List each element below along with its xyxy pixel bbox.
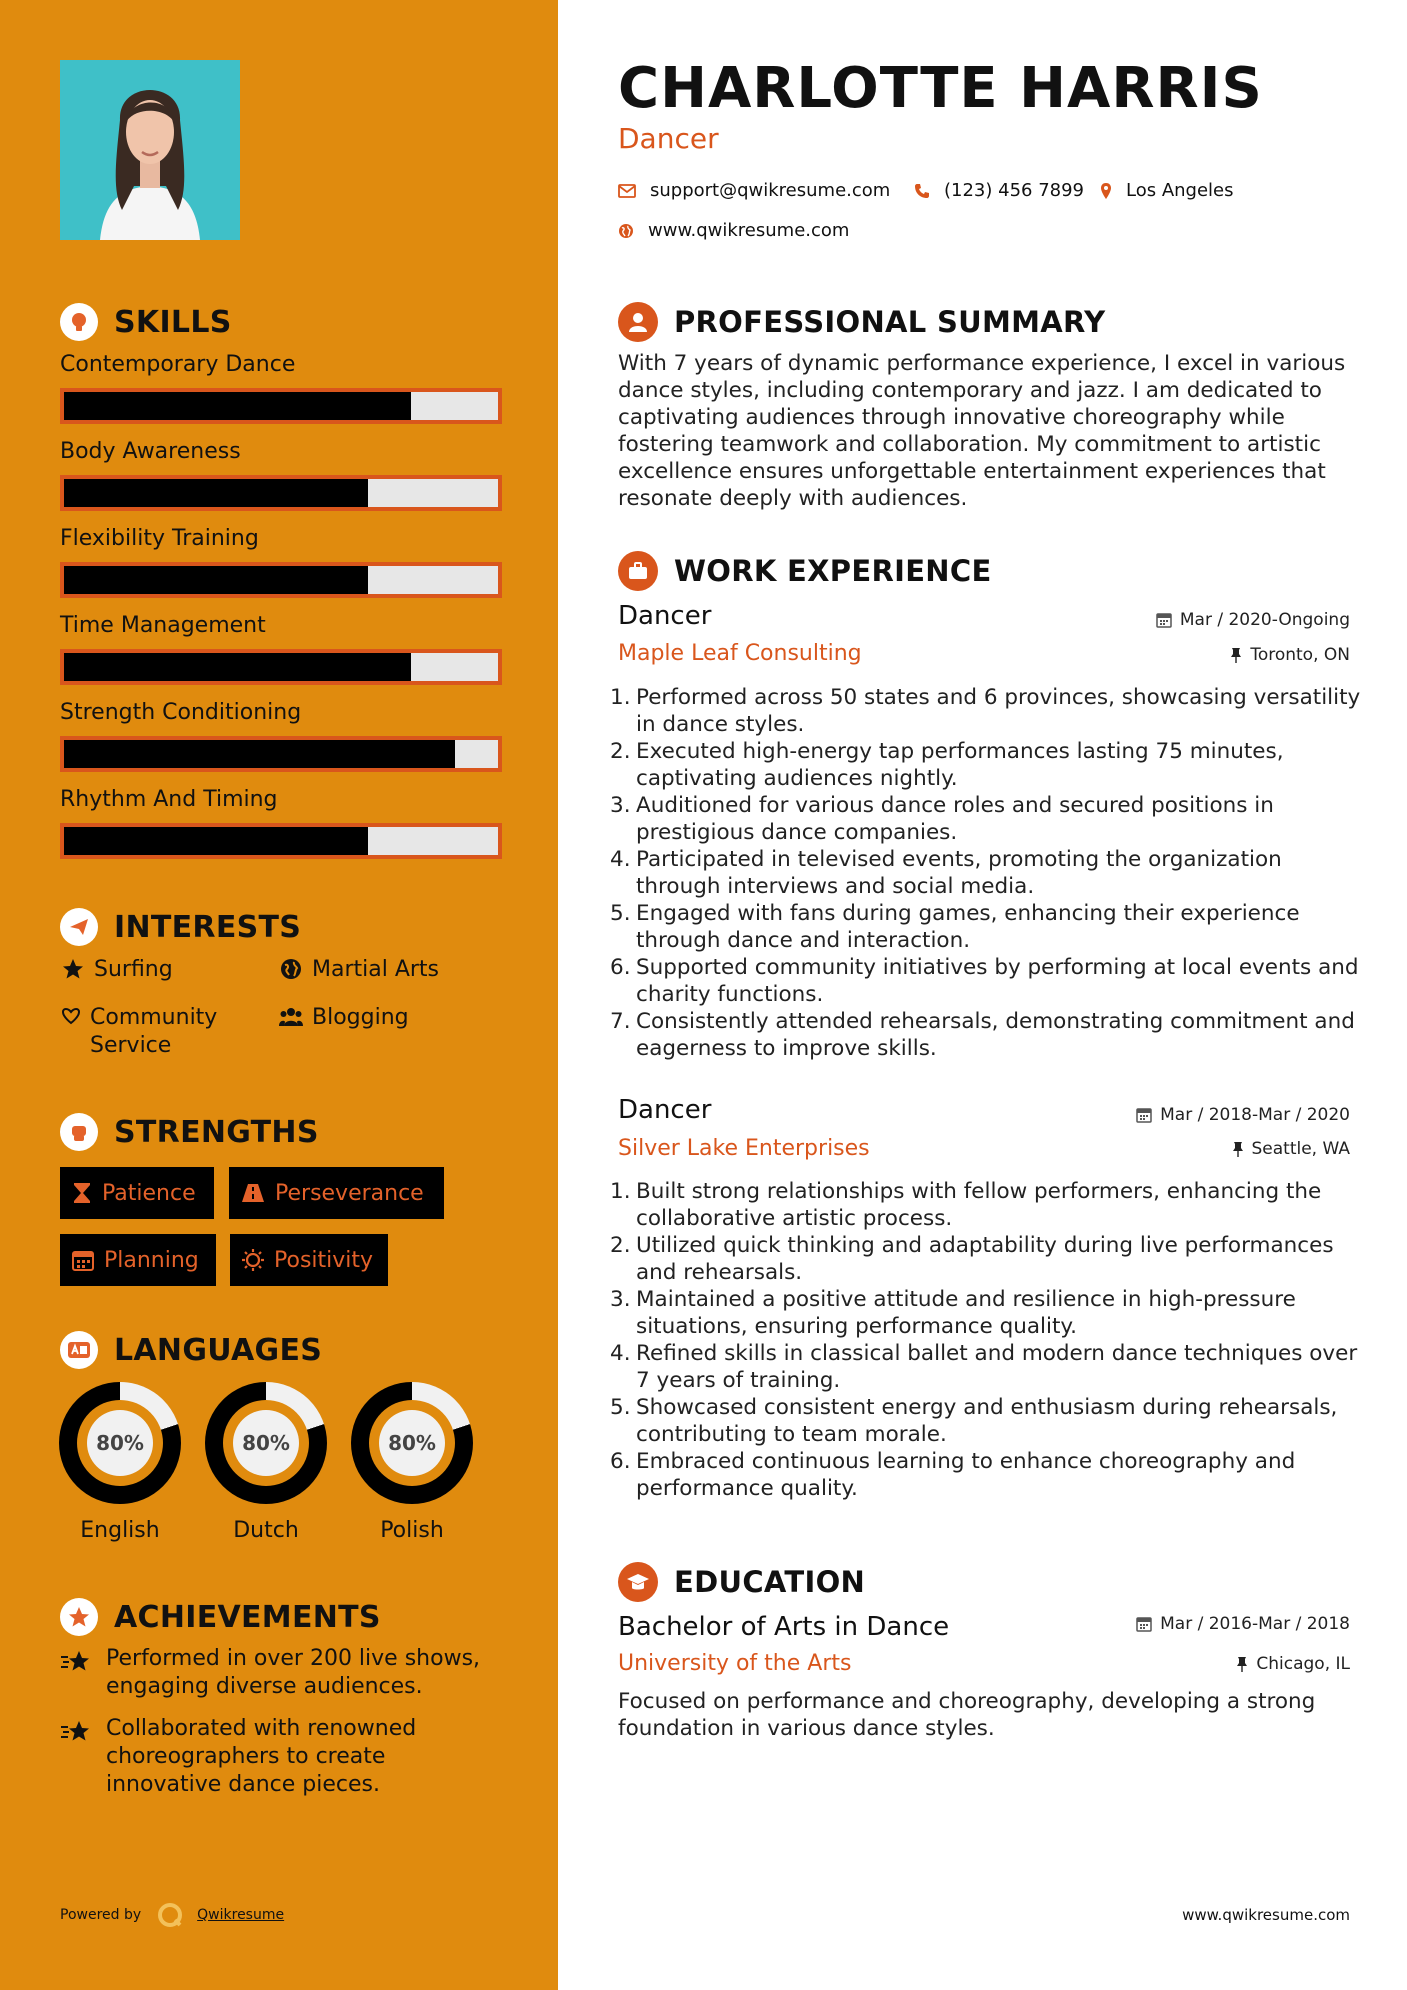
heart-hand-icon — [60, 1004, 82, 1028]
job-duties — [618, 1178, 1368, 1502]
duty-item: Built strong relationships with fellow performers, enhancing the collaborative artistic process. — [636, 1179, 1322, 1231]
shooting-star-icon — [60, 1715, 92, 1747]
achievement-text: Performed in over 200 live shows, engaging diverse audiences. — [106, 1646, 481, 1699]
duty-item: Showcased consistent energy and enthusiasm during rehearsals, contributing to team morale. — [636, 1395, 1338, 1447]
calendar-icon — [72, 1249, 94, 1271]
interest-label: Martial Arts — [312, 957, 440, 982]
language-ring — [205, 1382, 327, 1504]
strength-badge — [60, 1167, 214, 1219]
skill-bar-fill — [64, 392, 411, 420]
duty-item: Embraced continuous learning to enhance choreography and performance quality. — [636, 1449, 1296, 1501]
interest-item — [278, 1004, 409, 1032]
education-location — [1236, 1654, 1350, 1674]
contact-location — [1100, 180, 1234, 201]
education-heading — [618, 1562, 865, 1602]
job-dates — [1156, 610, 1350, 630]
skill-item — [60, 698, 500, 772]
achievement-item — [60, 1715, 500, 1799]
education-location-text: Chicago, IL — [1256, 1654, 1350, 1674]
main-content — [558, 0, 1407, 1990]
powered-by — [60, 1902, 284, 1928]
duty-item: Auditioned for various dance roles and secured positions in prestigious dance companies. — [636, 793, 1274, 845]
skill-name: Strength Conditioning — [60, 700, 302, 725]
briefcase-icon — [618, 551, 658, 591]
duty-item: Engaged with fans during games, enhancing their experience through dance and interaction. — [636, 901, 1300, 953]
duty-item: Maintained a positive attitude and resilience in high-pressure situations, ensuring performance quality. — [636, 1287, 1296, 1339]
skill-bar — [60, 736, 502, 772]
job-company: Maple Leaf Consulting — [618, 641, 862, 666]
calendar-icon — [1156, 612, 1172, 628]
language-name: English — [80, 1518, 160, 1543]
achievements-heading — [60, 1597, 381, 1637]
skill-name: Body Awareness — [60, 439, 241, 464]
education-dates-text: Mar / 2016-Mar / 2018 — [1160, 1614, 1350, 1634]
skill-item — [60, 785, 500, 859]
star-icon — [60, 956, 86, 980]
interest-label: Blogging — [312, 1005, 409, 1030]
skill-bar — [60, 823, 502, 859]
job-company: Silver Lake Enterprises — [618, 1136, 870, 1161]
lightbulb-icon — [60, 303, 98, 341]
phone-text: (123) 456 7899 — [944, 180, 1085, 201]
skill-name: Rhythm And Timing — [60, 787, 278, 812]
interest-label: Surfing — [94, 957, 173, 982]
strength-badge — [230, 1234, 388, 1286]
job-location-text: Seattle, WA — [1251, 1139, 1350, 1159]
skill-bar-fill — [64, 827, 368, 855]
languages-title: LANGUAGES — [114, 1332, 323, 1368]
language-item — [351, 1382, 473, 1543]
strength-label: Positivity — [274, 1247, 374, 1273]
skill-name: Contemporary Dance — [60, 352, 296, 377]
strength-label: Planning — [104, 1247, 199, 1273]
achievement-item — [60, 1645, 500, 1701]
language-percent: 80% — [233, 1410, 299, 1476]
envelope-icon — [618, 184, 636, 198]
summary-title: PROFESSIONAL SUMMARY — [674, 305, 1106, 339]
calendar-icon — [1136, 1107, 1152, 1123]
job-location — [1232, 1139, 1351, 1159]
language-percent: 80% — [87, 1410, 153, 1476]
experience-title: WORK EXPERIENCE — [674, 554, 992, 588]
skill-bar-fill — [64, 566, 368, 594]
skill-item — [60, 611, 500, 685]
skill-bar-fill — [64, 479, 368, 507]
candidate-name: CHARLOTTE HARRIS — [618, 56, 1263, 121]
map-pin-icon — [1100, 182, 1112, 200]
strengths-title: STRENGTHS — [114, 1114, 319, 1150]
language-percent: 80% — [379, 1410, 445, 1476]
job-title: Dancer — [618, 1095, 712, 1125]
calendar-icon — [1136, 1616, 1152, 1632]
contact-phone[interactable] — [914, 180, 1084, 201]
contact-email[interactable] — [618, 180, 890, 201]
language-name: Dutch — [233, 1518, 299, 1543]
interest-item — [60, 956, 173, 984]
experience-heading — [618, 551, 992, 591]
globe-icon — [278, 956, 304, 980]
skill-item — [60, 524, 500, 598]
duty-item: Supported community initiatives by performing at local events and charity functions. — [636, 955, 1359, 1007]
interest-item — [60, 1004, 250, 1060]
language-icon — [60, 1331, 98, 1369]
strength-badge — [60, 1234, 216, 1286]
skill-name: Flexibility Training — [60, 526, 259, 551]
strength-badge — [229, 1167, 444, 1219]
skill-bar — [60, 649, 502, 685]
language-name: Polish — [380, 1518, 444, 1543]
qwikresume-logo-icon — [157, 1902, 183, 1928]
email-text: support@qwikresume.com — [650, 180, 891, 201]
duty-item: Executed high-energy tap performances lasting 75 minutes, captivating audiences nightly. — [636, 739, 1284, 791]
powered-brand-link[interactable]: Qwikresume — [197, 1907, 285, 1923]
duty-item: Utilized quick thinking and adaptability during live performances and rehearsals. — [636, 1233, 1334, 1285]
interest-label: Community Service — [90, 1005, 218, 1058]
strengths-heading — [60, 1112, 319, 1152]
achievement-text: Collaborated with renowned choreographers to create innovative dance pieces. — [106, 1716, 417, 1797]
job-duties — [618, 684, 1368, 1062]
skill-bar — [60, 562, 502, 598]
job-location — [1230, 645, 1350, 665]
language-item — [205, 1382, 327, 1543]
job-title: Dancer — [618, 601, 712, 631]
pushpin-icon — [1230, 647, 1242, 663]
powered-label: Powered by — [60, 1907, 142, 1923]
achievements-title: ACHIEVEMENTS — [114, 1599, 381, 1635]
job-location-text: Toronto, ON — [1250, 645, 1350, 665]
skill-bar-fill — [64, 740, 455, 768]
fist-icon — [60, 1113, 98, 1151]
user-icon — [618, 302, 658, 342]
pushpin-icon — [1236, 1656, 1248, 1672]
education-description: Focused on performance and choreography, developing a strong foundation in various dance styles. — [618, 1689, 1316, 1741]
education-dates — [1136, 1614, 1350, 1634]
education-degree: Bachelor of Arts in Dance — [618, 1612, 950, 1642]
job-dates-text: Mar / 2020-Ongoing — [1179, 610, 1350, 630]
hourglass-icon — [72, 1182, 92, 1204]
language-ring — [59, 1382, 181, 1504]
skill-name: Time Management — [60, 613, 266, 638]
users-icon — [278, 1004, 304, 1028]
skill-bar-fill — [64, 653, 411, 681]
contact-website[interactable] — [618, 220, 849, 241]
skills-title: SKILLS — [114, 304, 232, 340]
language-item — [59, 1382, 181, 1543]
strength-label: Patience — [102, 1180, 196, 1206]
strength-label: Perseverance — [275, 1180, 424, 1206]
candidate-role: Dancer — [618, 122, 719, 155]
duty-item: Refined skills in classical ballet and modern dance techniques over 7 years of training. — [636, 1341, 1358, 1393]
duty-item: Consistently attended rehearsals, demonstrating commitment and eagerness to improve skills. — [636, 1009, 1355, 1061]
sun-icon — [242, 1249, 264, 1271]
interests-heading — [60, 907, 301, 947]
phone-icon — [914, 183, 930, 199]
footer-url[interactable]: www.qwikresume.com — [1182, 1906, 1350, 1924]
interest-item — [278, 956, 439, 984]
duty-item: Participated in televised events, promoting the organization through interviews and social media. — [636, 847, 1282, 899]
summary-text: With 7 years of dynamic performance experience, I excel in various dance styles, including contemporary and jazz. I am dedicated to captivating audiences through innovative choreography while fostering teamwork and collaboration. My commitment to artistic excellence ensures unforgettable entertainment experiences that resonate deeply with audiences. — [618, 351, 1346, 511]
skill-bar — [60, 475, 502, 511]
job-dates — [1136, 1105, 1350, 1125]
skills-heading — [60, 302, 232, 342]
skill-bar — [60, 388, 502, 424]
skill-item — [60, 350, 500, 424]
interests-title: INTERESTS — [114, 909, 302, 945]
languages-heading — [60, 1330, 322, 1370]
shooting-star-icon — [60, 1645, 92, 1677]
duty-item: Performed across 50 states and 6 provinces, showcasing versatility in dance styles. — [636, 685, 1361, 737]
star-badge-icon — [60, 1598, 98, 1636]
globe-icon — [618, 223, 634, 239]
paper-plane-icon — [60, 908, 98, 946]
sidebar — [0, 0, 558, 1990]
skill-item — [60, 437, 500, 511]
profile-photo — [60, 60, 240, 240]
language-ring — [351, 1382, 473, 1504]
graduation-cap-icon — [618, 1562, 658, 1602]
pushpin-icon — [1232, 1141, 1244, 1157]
website-text: www.qwikresume.com — [648, 220, 850, 241]
road-icon — [241, 1183, 265, 1203]
location-text: Los Angeles — [1126, 180, 1234, 201]
education-title: EDUCATION — [674, 1565, 866, 1599]
education-school: University of the Arts — [618, 1651, 852, 1676]
summary-heading — [618, 302, 1105, 342]
job-dates-text: Mar / 2018-Mar / 2020 — [1160, 1105, 1350, 1125]
